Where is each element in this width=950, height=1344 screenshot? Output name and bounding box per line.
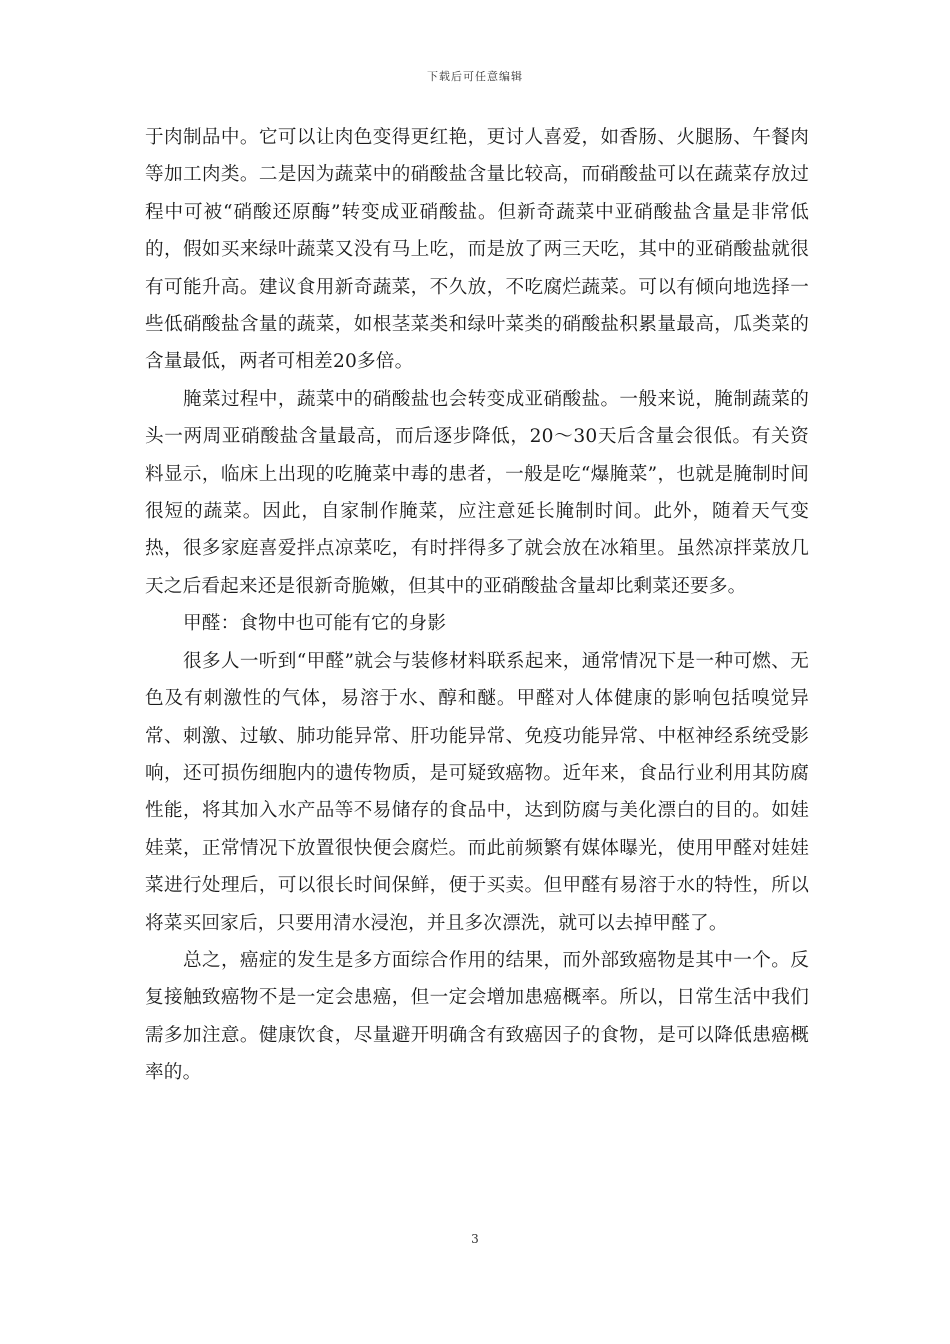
page-number: 3	[471, 1232, 479, 1246]
section-heading-formaldehyde: 甲醛：食物中也可能有它的身影	[183, 613, 447, 635]
paragraph-pickled-vegetables: 腌菜过程中，蔬菜中的硝酸盐也会转变成亚硝酸盐。一般来说，腌制蔬菜的头一两周亚硝酸盐含量最高，而后逐步降低，20～30天后含量会很低。有关资料显示，临床上出现的吃腌菜中毒的患者，一般是吃“爆腌菜”，也就是腌制时间很短的蔬菜。因此，自家制作腌菜，应注意延长腌制时间。此外，随着天气变热，很多家庭喜爱拌点凉菜吃，有时拌得多了就会放在冰箱里。虽然凉拌菜放几天之后看起来还是很新奇脆嫩，但其中的亚硝酸盐含量却比剩菜还要多。	[145, 388, 809, 597]
paragraph-conclusion: 总之，癌症的发生是多方面综合作用的结果，而外部致癌物是其中一个。反复接触致癌物不是一定会患癌，但一定会增加患癌概率。所以，日常生活中我们需多加注意。健康饮食，尽量避开明确含有致癌因子的食物，是可以降低患癌概率的。	[145, 949, 809, 1084]
paragraph-formaldehyde: 很多人一听到“甲醛”就会与装修材料联系起来，通常情况下是一种可燃、无色及有刺激性的气体，易溶于水、醇和醚。甲醛对人体健康的影响包括嗅觉异常、刺激、过敏、肺功能异常、肝功能异常、免疫功能异常、中枢神经系统受影响，还可损伤细胞内的遗传物质，是可疑致癌物。近年来，食品行业利用其防腐性能，将其加入水产品等不易储存的食品中，达到防腐与美化漂白的目的。如娃娃菜，正常情况下放置很快便会腐烂。而此前频繁有媒体曝光，使用甲醛对娃娃菜进行处理后，可以很长时间保鲜，便于买卖。但甲醛有易溶于水的特性，所以将菜买回家后，只要用清水浸泡，并且多次漂洗，就可以去掉甲醛了。	[145, 650, 809, 934]
paragraph-nitrite-meat-vegetables: 于肉制品中。它可以让肉色变得更红艳，更讨人喜爱，如香肠、火腿肠、午餐肉等加工肉类。二是因为蔬菜中的硝酸盐含量比较高，而硝酸盐可以在蔬菜存放过程中可被“硝酸还原酶”转变成亚硝酸盐。但新奇蔬菜中亚硝酸盐含量是非常低的，假如买来绿叶蔬菜又没有马上吃，而是放了两三天吃，其中的亚硝酸盐就很有可能升高。建议食用新奇蔬菜，不久放，不吃腐烂蔬菜。可以有倾向地选择一些低硝酸盐含量的蔬菜，如根茎菜类和绿叶菜类的硝酸盐积累量最高，瓜类菜的含量最低，两者可相差20多倍。	[145, 127, 809, 373]
page-header: 下载后可任意编辑	[427, 70, 523, 83]
body-text	[145, 119, 809, 1092]
